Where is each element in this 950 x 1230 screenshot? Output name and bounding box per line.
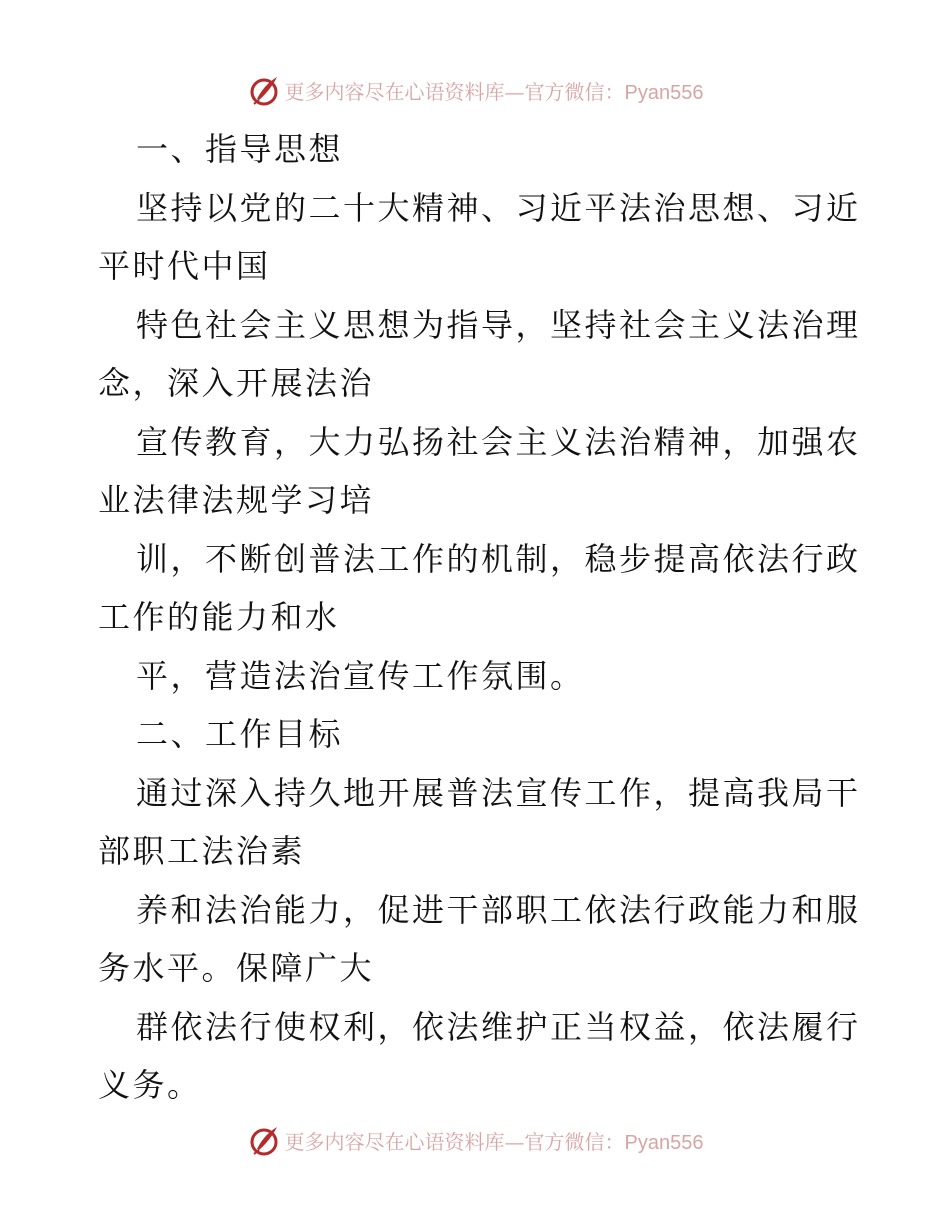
body-line: 训，不断创普法工作的机制，稳步提高依法行政: [136, 539, 861, 578]
body-line: 部职工法治素: [98, 832, 306, 870]
section-heading-work-goals: 二、工作目标: [136, 715, 344, 753]
quill-logo-icon: [247, 73, 281, 107]
footer-banner-text: [285, 1126, 704, 1155]
body-line: 特色社会主义思想为指导，坚持社会主义法治理: [136, 305, 861, 344]
body-line: 宣传教育，大力弘扬社会主义法治精神，加强农: [136, 422, 861, 461]
body-line: 坚持以党的二十大精神、习近平法治思想、习近: [136, 188, 861, 227]
body-line: 义务。: [98, 1066, 202, 1104]
quill-logo-icon: [247, 1123, 281, 1157]
body-line: 务水平。保障广大: [98, 949, 375, 987]
document-body: [98, 120, 861, 1115]
footer-banner: [0, 1120, 950, 1160]
body-line: 业法律法规学习培: [98, 481, 375, 519]
body-line: 群依法行使权利，依法维护正当权益，依法履行: [136, 1007, 861, 1046]
body-line: 工作的能力和水: [98, 598, 340, 636]
body-line: 通过深入持久地开展普法宣传工作，提高我局干: [136, 773, 861, 812]
body-line: 平，营造法治宣传工作氛围。: [136, 656, 585, 695]
header-banner: [0, 70, 950, 110]
header-banner-text: [285, 76, 704, 105]
footer-banner-slogan: 更多内容尽在心语资料库—官方微信：: [284, 1129, 625, 1154]
footer-banner-wechat-id: Pyan556: [624, 1131, 704, 1154]
section-heading-guiding-ideology: 一、指导思想: [136, 130, 344, 168]
body-line: 养和法治能力，促进干部职工依法行政能力和服: [136, 890, 861, 929]
header-banner-slogan: 更多内容尽在心语资料库—官方微信：: [284, 79, 625, 104]
body-line: 平时代中国: [98, 247, 271, 285]
body-line: 念，深入开展法治: [98, 364, 375, 402]
header-banner-wechat-id: Pyan556: [624, 81, 704, 104]
